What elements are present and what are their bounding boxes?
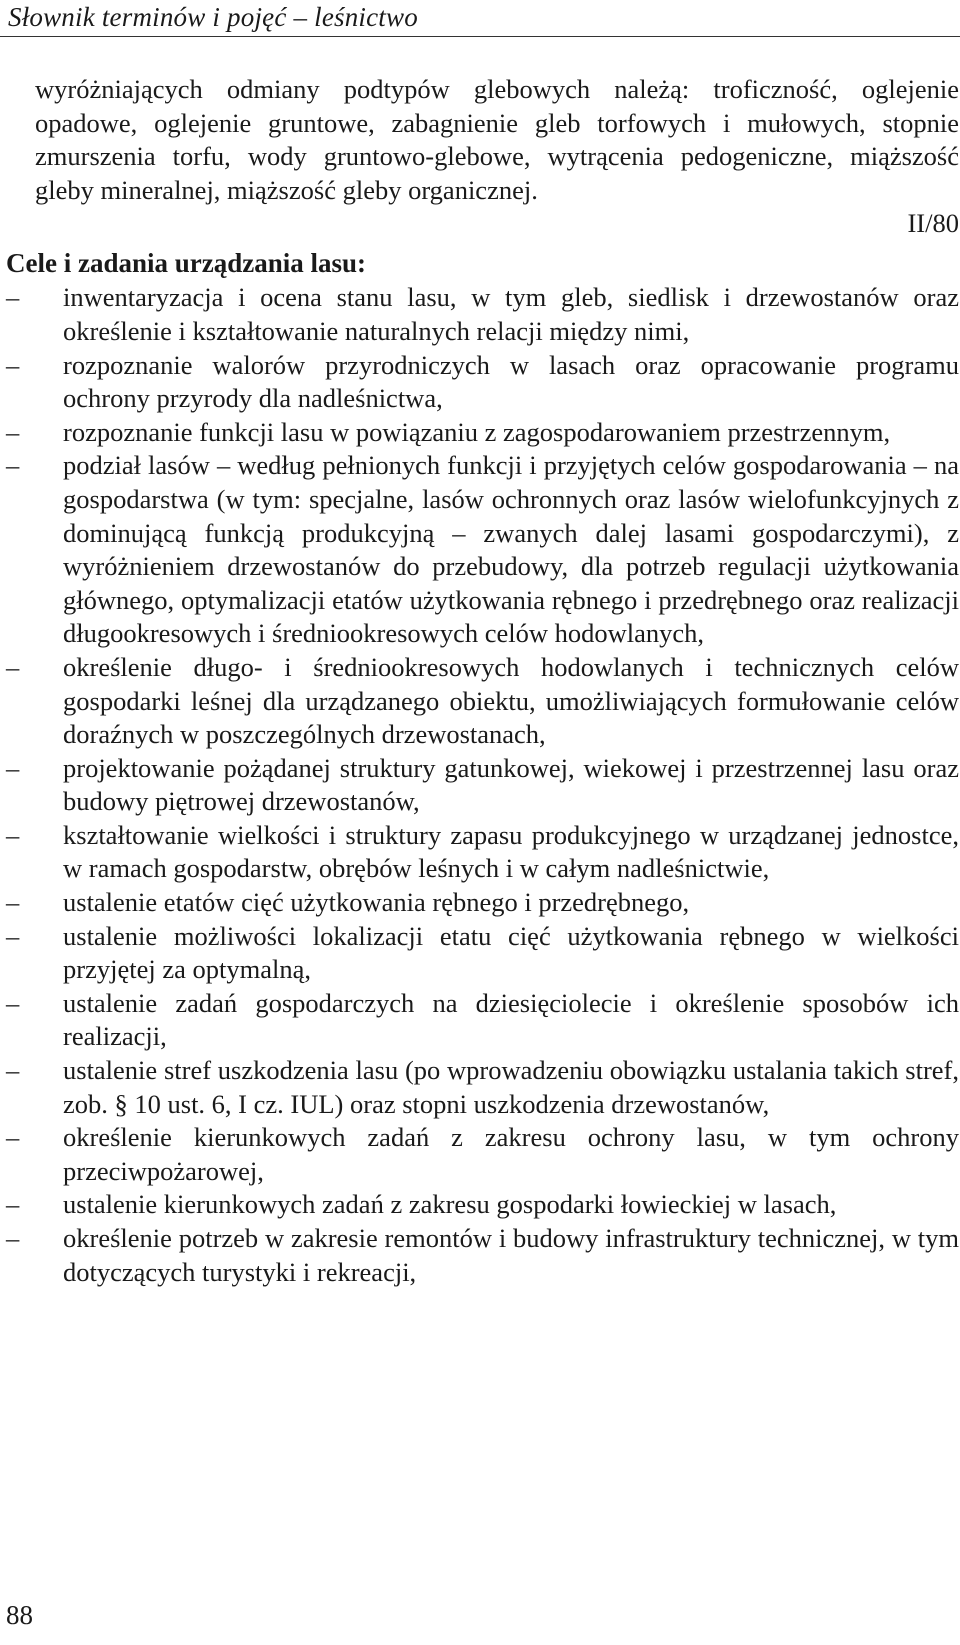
source-reference: II/80 xyxy=(907,208,959,239)
list-item: – ustalenie kierunkowych zadań z zakresu gospodarki łowieckiej w lasach, xyxy=(35,1188,959,1222)
list-item: – projektowanie pożądanej struktury gatunkowej, wiekowej i przestrzennej lasu oraz budowy piętrowej drzewostanów, xyxy=(35,752,959,819)
list-item: – ustalenie etatów cięć użytkowania rębnego i przedrębnego, xyxy=(35,886,959,920)
list-item: – rozpoznanie walorów przyrodniczych w lasach oraz opracowanie programu ochrony przyrody dla nadleśnictwa, xyxy=(35,349,959,416)
list-item: – określenie długo- i średniookresowych hodowlanych i technicznych celów gospodarki leśnej dla urządzanego obiektu, umożliwiających formułowanie celów doraźnych w poszczególnych drzewostanach, xyxy=(35,651,959,752)
list-item: – kształtowanie wielkości i struktury zapasu produkcyjnego w urządzanej jednostce, w ramach gospodarstw, obrębów leśnych i w całym nadleśnictwie, xyxy=(35,819,959,886)
page-body xyxy=(6,73,959,1289)
running-head-title: Słownik terminów i pojęć – leśnictwo xyxy=(8,2,418,32)
page-number: 88 xyxy=(6,1600,33,1630)
list-item: – określenie kierunkowych zadań z zakresu ochrony lasu, w tym ochrony przeciwpożarowej, xyxy=(35,1121,959,1188)
list-item: – rozpoznanie funkcji lasu w powiązaniu z zagospodarowaniem przestrzennym, xyxy=(35,416,959,450)
list-item: – ustalenie stref uszkodzenia lasu (po wprowadzeniu obowiązku ustalania takich stref, zob. § 10 ust. 6, I cz. IUL) oraz stopni uszkodzenia drzewostanów, xyxy=(35,1054,959,1121)
list-item: – ustalenie zadań gospodarczych na dziesięciolecie i określenie sposobów ich realizacji, xyxy=(35,987,959,1054)
list-item: – podział lasów – według pełnionych funkcji i przyjętych celów gospodarowania – na gospodarstwa (w tym: specjalne, lasów ochronnych oraz lasów wielofunkcyjnych z dominującą funkcją produkcyjną – zwanych dalej lasami gospodarczymi), z wyróżnieniem drzewostanów do przebudowy, dla potrzeb regulacji użytkowania głównego, optymalizacji etatów użytkowania rębnego i przedrębnego oraz realizacji długookresowych i średniookresowych celów hodowlanych, xyxy=(35,449,959,651)
aims-list xyxy=(35,281,959,1289)
section-title: Cele i zadania urządzania lasu: xyxy=(6,248,367,279)
intro-paragraph: wyróżniających odmiany podtypów glebowych należą: troficzność, oglejenie opadowe, oglejenie gruntowe, zabagnienie gleb torfowych i mułowych, stopnie zmurszenia torfu, wody gruntowo-glebowe, wytrącenia pedogeniczne, miąższość gleby mineralnej, miąższość gleby organicznej. xyxy=(35,74,959,205)
running-head xyxy=(0,0,960,37)
list-item: – inwentaryzacja i ocena stanu lasu, w tym gleb, siedlisk i drzewostanów oraz określenie i kształtowanie naturalnych relacji między nimi, xyxy=(35,281,959,348)
list-item: – ustalenie możliwości lokalizacji etatu cięć użytkowania rębnego w wielkości przyjętej za optymalną, xyxy=(35,920,959,987)
list-item: – określenie potrzeb w zakresie remontów i budowy infrastruktury technicznej, w tym dotyczących turystyki i rekreacji, xyxy=(35,1222,959,1289)
